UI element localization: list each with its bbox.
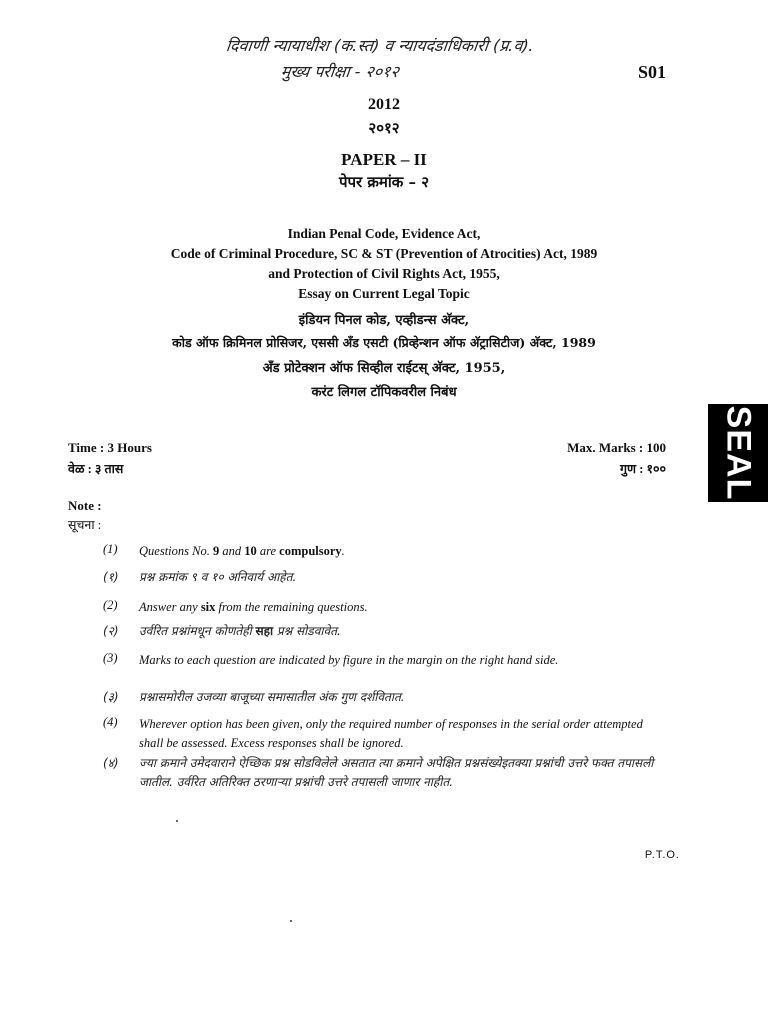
note-item-2-devanagari: (२) उर्वरित प्रश्नांमधून कोणतेही सहा प्रश्न सोडवावेत.: [103, 624, 341, 638]
note-item-number: (२): [103, 624, 119, 638]
exam-year-devanagari: २०१२: [368, 119, 400, 137]
note-item-number: (३): [103, 690, 119, 704]
handwritten-exam-subtitle: मुख्य परीक्षा - २०१२: [279, 62, 400, 81]
note-item-1: (1) Questions No. 9 and 10 are compulsory.: [103, 542, 345, 558]
note-item-4: (4) Wherever option has been given, only the required number of responses in the serial order attempted shall be assessed. Excess responses shall be ignored.: [103, 715, 643, 750]
note-label-devanagari: सूचना :: [68, 518, 102, 532]
subject-line-en-4: Essay on Current Legal Topic: [298, 286, 470, 301]
subject-line-mr-2: कोड ऑफ क्रिमिनल प्रोसिजर, एससी अँड एसटी (प्रिव्हेन्शन ऑफ अ‍ॅट्रासिटीज) अ‍ॅक्ट, 1989: [172, 335, 596, 350]
note-item-4-devanagari: (४) ज्या क्रमाने उमेदवाराने ऐच्छिक प्रश्न सोडविलेले असतात त्या क्रमाने अपेक्षित प्रश्नसंख्येइतक्या प्रश्नांची उत्तरे फक्त तपासली जातील. उर्वरित अतिरिक्त ठरणाऱ्या प्रश्नांची उत्तरे तपासली जाणार नाहीत.: [103, 756, 654, 789]
scan-speck: [176, 820, 178, 822]
please-turn-over: P.T.O.: [644, 849, 680, 861]
max-marks-label-devanagari: गुण : १००: [620, 462, 666, 476]
subject-line-en-2: Code of Criminal Procedure, SC & ST (Prevention of Atrocities) Act, 1989: [170, 246, 598, 261]
paper-code: S01: [637, 62, 666, 82]
time-label-devanagari: वेळ : ३ तास: [68, 462, 124, 476]
note-item-number: (१): [103, 570, 119, 584]
note-item-number: (४): [103, 756, 119, 770]
note-item-number: (4): [103, 715, 118, 729]
paper-title: PAPER – II: [341, 150, 427, 169]
subject-line-mr-4: करंट लिगल टॉपिकवरील निबंध: [311, 385, 457, 400]
subject-line-mr-3: अँड प्रोटेक्शन ऑफ सिव्हील राईटस् अ‍ॅक्ट, 1955,: [262, 361, 506, 376]
note-item-3-devanagari: (३) प्रश्नासमोरील उजव्या बाजूच्या समासातील अंक गुण दर्शवितात.: [103, 690, 405, 704]
note-item-3: (3) Marks to each question are indicated by figure in the margin on the right hand side.: [103, 651, 559, 667]
handwritten-exam-title: दिवाणी न्यायाधीश (क.स्त) व न्यायदंडाधिकारी (प्र.व).: [225, 36, 535, 55]
exam-year: 2012: [368, 96, 400, 113]
note-label: Note :: [68, 498, 102, 513]
seal-label: SEAL: [719, 405, 758, 501]
note-item-2: (2) Answer any six from the remaining questions.: [103, 598, 368, 614]
subject-line-mr-1: इंडियन पिनल कोड, एव्हीडन्स अ‍ॅक्ट,: [298, 313, 470, 328]
note-item-number: (2): [103, 598, 118, 612]
subject-line-en-3: and Protection of Civil Rights Act, 1955,: [268, 266, 500, 281]
scan-speck: [290, 920, 292, 922]
time-label: Time : 3 Hours: [68, 440, 152, 455]
paper-title-devanagari: पेपर क्रमांक – २: [338, 173, 430, 191]
note-item-number: (3): [103, 651, 118, 665]
subject-line-en-1: Indian Penal Code, Evidence Act,: [287, 226, 481, 241]
note-item-number: (1): [103, 542, 118, 556]
seal-tab: [708, 404, 768, 502]
max-marks-label: Max. Marks : 100: [567, 440, 666, 455]
note-item-1-devanagari: (१) प्रश्न क्रमांक ९ व १० अनिवार्य आहेत.: [103, 570, 297, 584]
